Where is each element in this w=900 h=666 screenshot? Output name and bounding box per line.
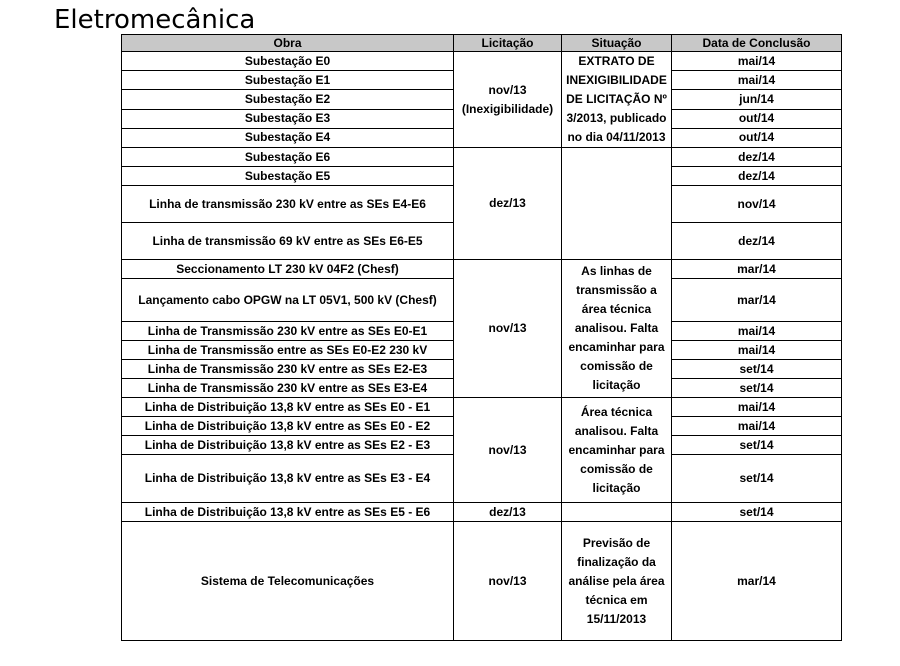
obra-cell: Linha de Transmissão 230 kV entre as SEs E0-E1 [122,322,454,341]
obra-cell: Linha de Transmissão 230 kV entre as SEs E3-E4 [122,379,454,398]
situacao-cell: Previsão de finalização da análise pela área técnica em 15/11/2013 [562,522,672,641]
table-header-row [122,35,842,52]
situacao-cell: As linhas de transmissão a área técnica analisou. Falta encaminhar para comissão de licitação [562,260,672,398]
licitacao-cell: nov/13 (Inexigibilidade) [454,52,562,148]
data-cell: mai/14 [672,398,842,417]
data-cell: mar/14 [672,279,842,322]
obra-cell: Linha de Distribuição 13,8 kV entre as SEs E0 - E2 [122,417,454,436]
obra-cell: Linha de Transmissão 230 kV entre as SEs E2-E3 [122,360,454,379]
situacao-cell [562,503,672,522]
obra-cell: Subestação E3 [122,109,454,128]
obra-cell: Sistema de Telecomunicações [122,522,454,641]
situacao-cell: EXTRATO DE INEXIGIBILIDADE DE LICITAÇÃO Nº 3/2013, publicado no dia 04/11/2013 [562,52,672,148]
licitacao-cell: nov/13 [454,260,562,398]
data-cell: mai/14 [672,417,842,436]
header-obra: Obra [122,35,454,52]
situacao-cell [562,148,672,260]
data-cell: set/14 [672,379,842,398]
obra-cell: Subestação E4 [122,128,454,147]
obra-cell: Linha de Distribuição 13,8 kV entre as SEs E2 - E3 [122,436,454,455]
data-cell: set/14 [672,436,842,455]
obra-cell: Linha de Distribuição 13,8 kV entre as SEs E5 - E6 [122,503,454,522]
licitacao-cell: nov/13 [454,522,562,641]
data-cell: dez/14 [672,167,842,186]
header-licitacao: Licitação [454,35,562,52]
obra-cell: Seccionamento LT 230 kV 04F2 (Chesf) [122,260,454,279]
data-cell: set/14 [672,360,842,379]
page-title: Eletromecânica [54,5,256,35]
obra-cell: Subestação E2 [122,90,454,109]
data-cell: nov/14 [672,186,842,223]
licitacao-cell: nov/13 [454,398,562,503]
licitacao-cell: dez/13 [454,503,562,522]
data-cell: dez/14 [672,223,842,260]
obras-table [121,34,842,641]
table-row [122,148,842,167]
data-cell: dez/14 [672,148,842,167]
data-cell: mar/14 [672,522,842,641]
obra-cell: Linha de Distribuição 13,8 kV entre as SEs E3 - E4 [122,455,454,503]
data-cell: mai/14 [672,52,842,71]
table-row [122,503,842,522]
obra-cell: Subestação E1 [122,71,454,90]
data-cell: set/14 [672,455,842,503]
table-row [122,398,842,417]
data-cell: mai/14 [672,341,842,360]
table-row [122,522,842,641]
obra-cell: Subestação E6 [122,148,454,167]
data-cell: mai/14 [672,71,842,90]
obra-cell: Subestação E0 [122,52,454,71]
data-cell: out/14 [672,128,842,147]
data-cell: mai/14 [672,322,842,341]
data-cell: out/14 [672,109,842,128]
obra-cell: Linha de transmissão 69 kV entre as SEs E6-E5 [122,223,454,260]
table-row [122,260,842,279]
obra-cell: Lançamento cabo OPGW na LT 05V1, 500 kV (Chesf) [122,279,454,322]
header-data-conclusao: Data de Conclusão [672,35,842,52]
licitacao-cell: dez/13 [454,148,562,260]
situacao-cell: Área técnica analisou. Falta encaminhar para comissão de licitação [562,398,672,503]
table-row [122,52,842,71]
obra-cell: Subestação E5 [122,167,454,186]
obra-cell: Linha de Distribuição 13,8 kV entre as SEs E0 - E1 [122,398,454,417]
data-cell: set/14 [672,503,842,522]
obra-cell: Linha de transmissão 230 kV entre as SEs E4-E6 [122,186,454,223]
data-cell: jun/14 [672,90,842,109]
header-situacao: Situação [562,35,672,52]
obra-cell: Linha de Transmissão entre as SEs E0-E2 230 kV [122,341,454,360]
data-cell: mar/14 [672,260,842,279]
